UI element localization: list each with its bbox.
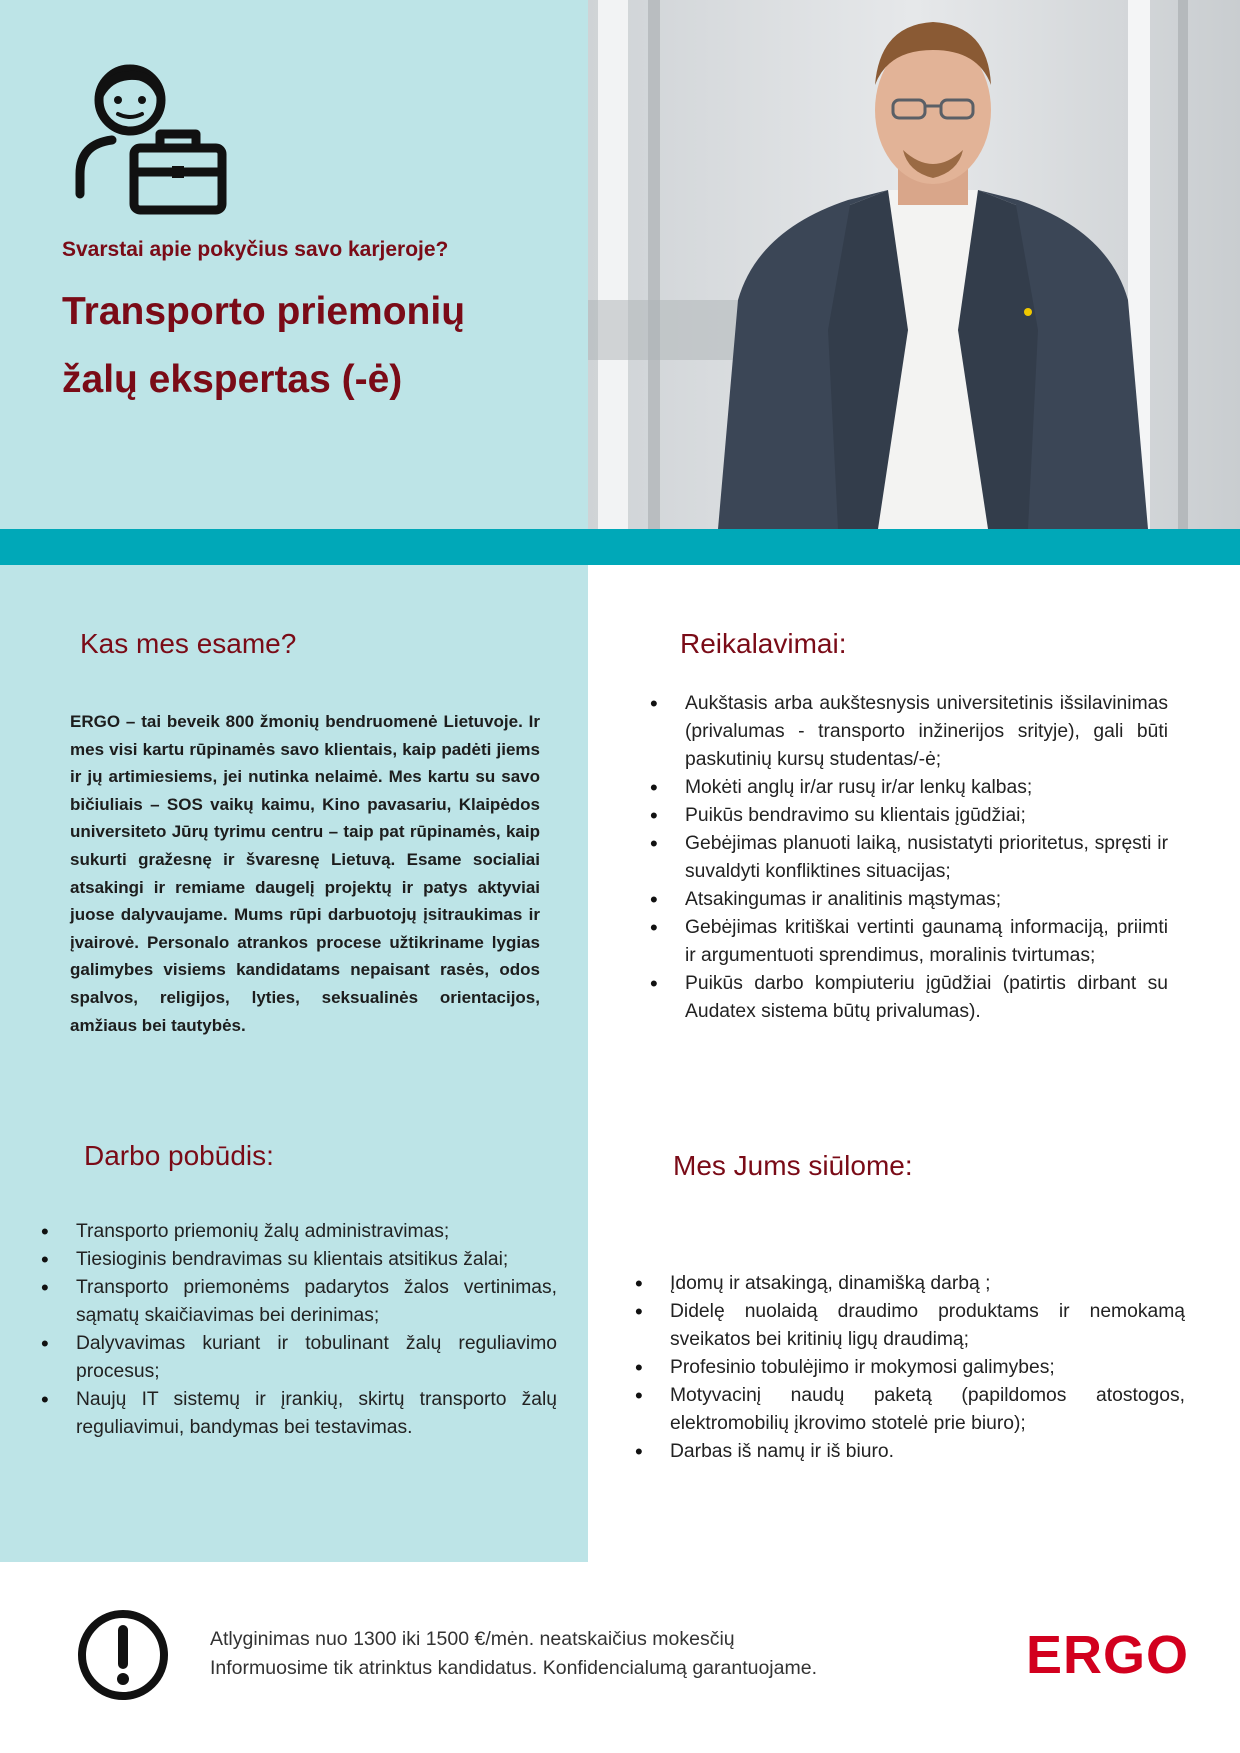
requirements-list bbox=[648, 690, 1168, 1026]
confidentiality-line: Informuosime tik atrinktus kandidatus. Konfidencialumą garantuojame. bbox=[210, 1657, 817, 1679]
about-text: ERGO – tai beveik 800 žmonių bendruomenė Lietuvoje. Ir mes visi kartu rūpinamės savo klientais, kaip padėti jiems ir jų artimiesiems, jei nutinka nelaimė. Mes kartu su savo bičiuliais – SOS vaikų kaimu, Kino pavasariu, Klaipėdos universiteto Jūrų tyrimu centru – taip pat rūpinamės, kaip sukurti gražesnę ir švaresnę Lietuvą. Esame socialiai atsakingi ir remiame daugelį projektų ir patys aktyviai juose dalyvaujame. Mums rūpi darbuotojų įsitraukimas ir įvairovė. Personalo atrankos procese užtikriname lygias galimybes visiems kandidatams nepaisant rasės, odos spalvos, religijos, lyties, seksualinės orientacijos, amžiaus bei tautybės. bbox=[70, 712, 540, 1035]
salary-line: Atlyginimas nuo 1300 iki 1500 €/mėn. neatskaičius mokesčių bbox=[210, 1628, 735, 1650]
person-briefcase-icon bbox=[72, 62, 232, 218]
employee-portrait-photo bbox=[588, 0, 1240, 529]
list-item: • Naujų IT sistemų ir įrankių, skirtų transporto žalų reguliavimui, bandymas bei testavimas. bbox=[39, 1386, 557, 1442]
requirements-heading: Reikalavimai: bbox=[680, 628, 847, 659]
duties-list bbox=[39, 1218, 557, 1442]
list-item: • Darbas iš namų ir iš biuro. bbox=[633, 1438, 1185, 1466]
list-item: • Profesinio tobulėjimo ir mokymosi galimybes; bbox=[633, 1354, 1185, 1382]
list-item: • Transporto priemonių žalų administravimas; bbox=[39, 1218, 557, 1246]
list-item: • Mokėti anglų ir/ar rusų ir/ar lenkų kalbas; bbox=[648, 774, 1168, 802]
footer-notice bbox=[210, 1625, 817, 1683]
list-item: • Gebėjimas kritiškai vertinti gaunamą informaciją, priimti ir argumentuoti sprendimus, moralinis tvirtumas; bbox=[648, 914, 1168, 970]
list-item: • Puikūs darbo kompiuteriu įgūdžiai (patirtis dirbant su Audatex sistema būtų privalumas). bbox=[648, 970, 1168, 1026]
offer-list bbox=[633, 1270, 1185, 1466]
list-item: • Atsakingumas ir analitinis mąstymas; bbox=[648, 886, 1168, 914]
list-item: • Tiesioginis bendravimas su klientais atsitikus žalai; bbox=[39, 1246, 557, 1274]
job-title-line-2: žalų ekspertas (-ė) bbox=[62, 358, 403, 401]
about-heading: Kas mes esame? bbox=[80, 628, 297, 659]
teal-divider-band bbox=[0, 529, 1240, 565]
list-item: • Aukštasis arba aukštesnysis universitetinis išsilavinimas (privalumas - transporto inžinerijos srityje), gali būti paskutinių kursų studentas/-ė; bbox=[648, 690, 1168, 774]
list-item: • Puikūs bendravimo su klientais įgūdžiai; bbox=[648, 802, 1168, 830]
list-item: • Gebėjimas planuoti laiką, nusistatyti prioritetus, spręsti ir suvaldyti konfliktines situacijas; bbox=[648, 830, 1168, 886]
ergo-logo: ERGO bbox=[1026, 1625, 1190, 1685]
exclamation-circle-icon bbox=[76, 1608, 170, 1702]
eyebrow-question: Svarstai apie pokyčius savo karjeroje? bbox=[62, 238, 449, 261]
list-item: • Didelę nuolaidą draudimo produktams ir nemokamą sveikatos bei kritinių ligų draudimą; bbox=[633, 1298, 1185, 1354]
list-item: • Dalyvavimas kuriant ir tobulinant žalų reguliavimo procesus; bbox=[39, 1330, 557, 1386]
list-item: • Transporto priemonėms padarytos žalos vertinimas, sąmatų skaičiavimas bei derinimas; bbox=[39, 1274, 557, 1330]
offer-heading: Mes Jums siūlome: bbox=[673, 1150, 913, 1181]
job-title-line-1: Transporto priemonių bbox=[62, 290, 466, 333]
list-item: • Įdomų ir atsakingą, dinamišką darbą ; bbox=[633, 1270, 1185, 1298]
duties-heading: Darbo pobūdis: bbox=[84, 1140, 274, 1171]
job-title bbox=[62, 278, 465, 414]
list-item: • Motyvacinį naudų paketą (papildomos atostogos, elektromobilių įkrovimo stotelė prie biuro); bbox=[633, 1382, 1185, 1438]
